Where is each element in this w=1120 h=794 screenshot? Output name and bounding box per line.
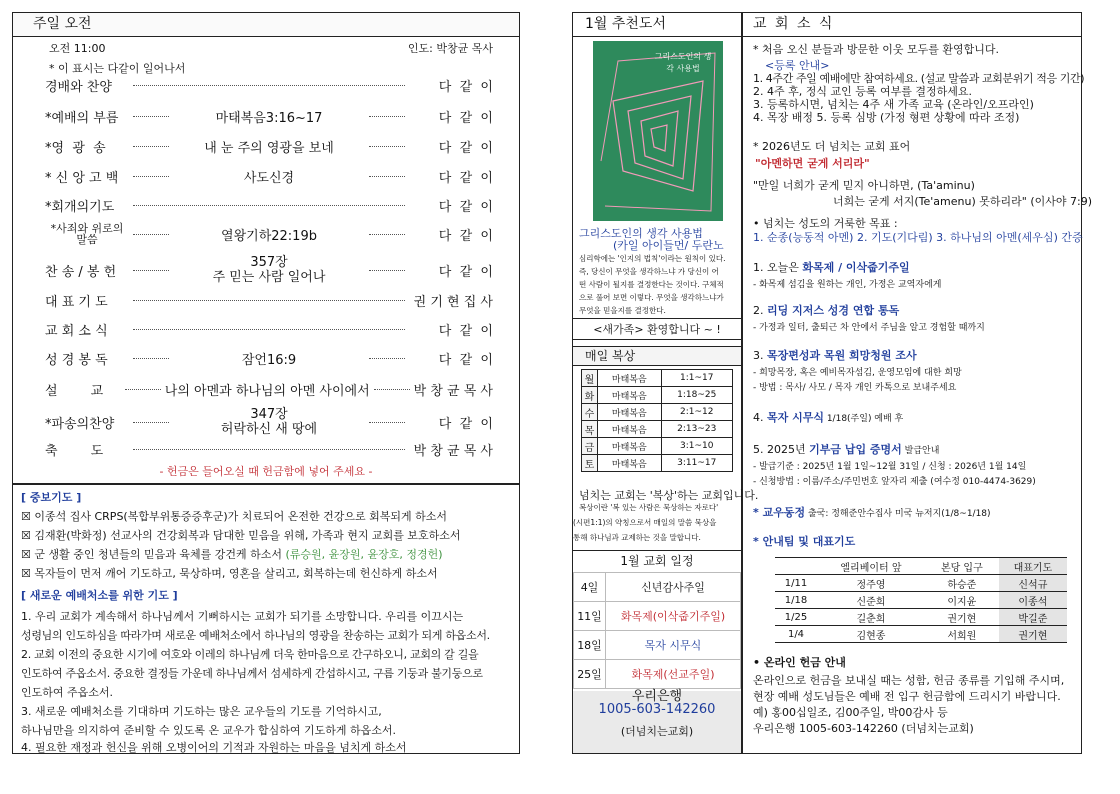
order-label: 설 교 <box>45 383 104 399</box>
place-line: 성령님의 인도하심을 따라가며 새로운 예배처소에서 하나님의 영광을 찬송하는 교회가 되게 하옵소서. <box>21 629 490 642</box>
reg-line: 2. 4주 후, 정식 교인 등록 여부를 결정하세요. <box>753 85 972 98</box>
news-detail: - 가정과 일터, 출퇴근 차 안에서 주님을 알고 경험할 때까지 <box>753 323 985 333</box>
order-label: 찬 송 / 봉 헌 <box>45 264 117 280</box>
worship-order-row <box>45 73 493 97</box>
leader-dots <box>125 389 161 390</box>
order-performer: 박 창 균 목 사 <box>413 443 493 459</box>
book-desc: 심리학에는 '인지의 법칙'이라는 원칙이 있다. <box>579 254 726 263</box>
bank-account: 1005-603-142260 <box>598 702 716 717</box>
news-title: 화목제 / 이삭줍기주일 <box>802 261 910 274</box>
news-number: 4. <box>753 411 767 424</box>
staff-news: * 교우동정 출국: 정해준안수집사 미국 뉴저지(1/8~1/18) <box>753 506 991 519</box>
book-author: (카일 아이들먼/ 두란노 <box>613 239 724 252</box>
leader-dots <box>133 234 169 235</box>
book-title: 그리스도인의 생각 사용법 <box>579 227 703 240</box>
team-row <box>775 609 1067 626</box>
online-line: 우리은행 1005-603-142260 (더넘치는교회) <box>753 722 974 735</box>
book-desc: 으로 풀어 보면 이렇다. 무엇을 생각하느냐가 <box>579 293 724 302</box>
checkbox-icon: ☒ <box>21 529 35 542</box>
middle-panel <box>572 12 759 754</box>
news-detail: - 희망목장, 혹은 예비목자섬김, 운영모임에 대한 희망 <box>753 368 962 378</box>
news-item <box>753 302 985 333</box>
online-line: 현장 예배 성도님들은 예배 전 입구 헌금함에 드리시기 바랍니다. <box>753 690 1061 703</box>
bank-name: 우리은행 <box>631 689 683 704</box>
schedule-date: 4일 <box>574 573 606 602</box>
reading-day: 토 <box>582 455 598 472</box>
team-cell: 서희원 <box>925 626 999 643</box>
motto-title: * 2026년도 더 넘치는 교회 표어 <box>753 140 911 153</box>
team-cell: 1/4 <box>775 626 817 643</box>
reading-day: 금 <box>582 438 598 455</box>
meditation-desc: (시편1:1)의 약칭으로서 매일의 말씀 묵상을 <box>573 518 717 527</box>
news-number: 3. <box>753 349 767 362</box>
reading-row <box>582 455 733 472</box>
worship-order-row <box>45 104 493 128</box>
leader-dots <box>133 270 169 271</box>
order-performer: 다 같 이 <box>438 264 493 280</box>
leader-dots <box>369 116 405 117</box>
reading-verses: 3:1~10 <box>661 438 732 455</box>
news-item <box>753 347 962 393</box>
prayer-item: ☒ 목자들이 먼저 깨어 기도하고, 묵상하며, 영혼을 살리고, 회복하는데 헌신하게 하소서 <box>21 567 438 580</box>
order-content: 347장 허락하신 새 땅에 <box>220 407 318 437</box>
reg-line: 4. 목장 배정 5. 등록 심방 (가정 형편 상황에 따라 조정) <box>753 111 1020 124</box>
leader-dots <box>133 329 405 330</box>
news-detail: - 신청방법 : 이름/주소/주민번호 앞자리 제출 (여수정 010-4474-3629) <box>753 477 1036 487</box>
reading-book: 마태복음 <box>598 438 662 455</box>
team-cell: 박길준 <box>999 609 1067 626</box>
news-suffix: 1/18(주일) 예배 후 <box>823 414 904 424</box>
motto: "아멘하면 굳게 서리라" <box>755 157 870 170</box>
schedule-date: 18일 <box>574 631 606 660</box>
schedule-date: 25일 <box>574 660 606 689</box>
team-cell: 길춘희 <box>817 609 925 626</box>
reading-verses: 2:1~12 <box>661 404 732 421</box>
team-header-cell: 엘리베이터 앞 <box>817 558 925 575</box>
reg-guide: <등록 안내> <box>765 59 830 72</box>
news-number: 5. 2025년 <box>753 443 810 456</box>
team-cell: 하승준 <box>925 575 999 592</box>
team-title: * 안내팀 및 대표기도 <box>753 535 856 548</box>
order-content: 마태복음3:16~17 <box>215 110 323 126</box>
book-cover-image <box>593 41 723 221</box>
leader-dots <box>133 358 169 359</box>
news-header: 교 회 소 식 <box>743 13 1081 37</box>
reading-book: 마태복음 <box>598 455 662 472</box>
book-desc: 즉, 당신이 무엇을 생각하느냐 가 당신이 어 <box>579 267 719 276</box>
news-detail: - 화목제 섬김을 원하는 개인, 가정은 교역자에게 <box>753 280 942 290</box>
news-panel <box>742 12 1092 754</box>
order-performer: 다 같 이 <box>438 170 493 186</box>
news-title: 리딩 지저스 성경 연합 통독 <box>767 304 900 317</box>
order-performer: 다 같 이 <box>438 323 493 339</box>
prayer-item: ☒ 김재환(박화정) 선교사의 건강회복과 담대한 믿음을 위해, 가족과 현지 교회를 보호하소서 <box>21 529 461 542</box>
order-label: 성 경 봉 독 <box>45 352 108 368</box>
team-cell: 신준희 <box>817 592 925 609</box>
order-label: *영 광 송 <box>45 140 106 156</box>
place-line: 인도하여 주옵소서. 중요한 결정들 가운데 하나님께서 섬세하게 간섭하시고, 구름 기둥과 불기둥으로 <box>21 667 483 680</box>
reading-verses: 3:11~17 <box>661 455 732 472</box>
leader-dots <box>369 176 405 177</box>
goal-line: 1. 순종(능동적 아멘) 2. 기도(기다림) 3. 하나님의 아멘(세우심) 간증 <box>753 231 1083 244</box>
team-cell: 1/25 <box>775 609 817 626</box>
news-number: 1. 오늘은 <box>753 261 803 274</box>
schedule-date: 11일 <box>574 602 606 631</box>
order-performer: 다 같 이 <box>438 110 493 126</box>
order-label: 대 표 기 도 <box>45 294 108 310</box>
team-cell: 권기현 <box>999 626 1067 643</box>
bank-holder: (더넘치는교회) <box>620 725 694 738</box>
place-line: 하나님만을 의지하여 준비할 수 있도록 온 교우가 합심하여 기도하게 하옵소서. <box>21 724 396 737</box>
worship-order-row <box>45 346 493 370</box>
order-label: *파송의찬양 <box>45 416 115 432</box>
worship-order-row <box>45 164 493 188</box>
order-performer: 다 같 이 <box>438 79 493 95</box>
reg-line: 1. 4주간 주일 예배에만 참여하세요. (설교 말씀과 교회분위기 적응 기간) <box>753 72 1085 85</box>
leader-dots <box>369 270 405 271</box>
reading-verses: 1:1~17 <box>661 370 732 387</box>
meditation-desc: 통해 하나님과 교제하는 것을 말합니다. <box>573 533 701 542</box>
team-header-cell <box>775 558 817 575</box>
worship-order-row <box>45 193 493 217</box>
worship-order-row <box>45 288 493 312</box>
schedule-event: 화목제(이삭줍기주일) <box>606 602 741 631</box>
schedule-table <box>573 572 741 689</box>
order-content: 나의 아멘과 하나님의 아멘 사이에서 <box>164 383 370 399</box>
news-detail: - 방법 : 목사/ 사모 / 목자 개인 카톡으로 보내주세요 <box>753 383 957 393</box>
order-content: 내 눈 주의 영광을 보네 <box>204 140 334 156</box>
online-line: 온라인으로 헌금을 보내실 때는 성함, 헌금 종류를 기입해 주시며, <box>753 674 1065 687</box>
meditation-title: 매일 복상 <box>573 346 741 366</box>
reading-row <box>582 438 733 455</box>
worship-order-row <box>45 255 493 285</box>
schedule-row <box>574 602 741 631</box>
team-row <box>775 626 1067 643</box>
leader-dots <box>133 205 405 206</box>
leader-dots <box>369 234 405 235</box>
team-row <box>775 575 1067 592</box>
team-row <box>775 592 1067 609</box>
welcome-title: * 처음 오신 분들과 방문한 이웃 모두를 환영합니다. <box>753 43 999 56</box>
leader-dots <box>133 146 169 147</box>
schedule-event: 화목제(선교주일) <box>606 660 741 689</box>
order-label: 교 회 소 식 <box>45 323 108 339</box>
team-cell: 신석규 <box>999 575 1067 592</box>
order-performer: 다 같 이 <box>438 352 493 368</box>
order-performer: 다 같 이 <box>438 228 493 244</box>
news-item <box>753 409 903 425</box>
team-cell: 권기현 <box>925 609 999 626</box>
book-desc: 떤 사람이 될지를 결정한다는 것이다. 구체적 <box>579 280 724 289</box>
reading-row <box>582 404 733 421</box>
place-line: 2. 교회 이전의 중요한 시기에 여호와 이레의 하나님께 더욱 한마음으로 간구하오니, 교회의 갈 길을 <box>21 648 479 661</box>
order-label: 축 도 <box>45 443 104 459</box>
order-label: * 신 앙 고 백 <box>45 170 119 186</box>
schedule-event: 목자 시무식 <box>606 631 741 660</box>
online-title: • 온라인 헌금 안내 <box>753 656 846 669</box>
reading-row <box>582 370 733 387</box>
meditation-desc: 넘치는 교회는 '복상'하는 교회입니다. <box>579 489 759 502</box>
news-number: 2. <box>753 304 767 317</box>
leader-dots <box>369 358 405 359</box>
news-detail: - 발급기준 : 2025년 1월 1일~12월 31일 / 신청 : 2026년 1월 14일 <box>753 462 1027 472</box>
news-title: 기부금 납입 증명서 <box>809 443 902 456</box>
news-title: 목장편성과 목원 희망청원 조사 <box>767 349 917 362</box>
reading-verses: 1:18~25 <box>661 387 732 404</box>
meditation-desc: 복상이란 '복 있는 사람은 묵상하는 자로다' <box>579 503 719 512</box>
order-performer: 권 기 현 집 사 <box>413 294 493 310</box>
leader-dots <box>133 300 405 301</box>
worship-order-panel <box>12 12 520 484</box>
prayer-item: ☒ 군 생활 중인 청년들의 믿음과 육체를 강건케 하소서 (류승원, 윤장원, 윤장호, 정경헌) <box>21 548 443 561</box>
reading-day: 화 <box>582 387 598 404</box>
book-header: 1월 추천도서 <box>573 13 741 37</box>
reading-book: 마태복음 <box>598 387 662 404</box>
leader-dots <box>374 389 410 390</box>
leader-dots <box>133 85 405 86</box>
team-cell: 이지윤 <box>925 592 999 609</box>
news-item <box>753 259 941 290</box>
reading-row <box>582 387 733 404</box>
place-line: 4. 필요한 재정과 헌신을 위해 오병이어의 기적과 자원하는 마음을 넘치게 하소서 <box>21 741 407 754</box>
book-cover-title: 그리스도인의 생각 사용법 <box>654 52 712 73</box>
order-content: 357장 주 믿는 사람 일어나 <box>212 255 326 285</box>
worship-order-row <box>45 317 493 341</box>
worship-order-row <box>45 407 493 437</box>
worship-leader: 인도: 박창균 목사 <box>407 42 493 55</box>
reading-day: 목 <box>582 421 598 438</box>
schedule-row <box>574 631 741 660</box>
welcome-banner: <새가족> 환영합니다 ~ ! <box>573 318 741 340</box>
order-content: 열왕기하22:19b <box>221 228 317 244</box>
book-desc: 무엇을 믿을지를 결정한다. <box>579 306 666 315</box>
team-cell: 이종석 <box>999 592 1067 609</box>
order-performer: 다 같 이 <box>438 199 493 215</box>
place-line: 3. 새로운 예배처소를 기대하며 기도하는 많은 교우들의 기도를 기억하시고, <box>21 705 382 718</box>
order-content: 잠언16:9 <box>241 352 297 368</box>
reading-book: 마태복음 <box>598 404 662 421</box>
bank-area <box>573 691 741 753</box>
leader-dots <box>369 146 405 147</box>
place-line: 인도하여 주옵소서. <box>21 686 114 699</box>
news-item <box>753 441 1036 487</box>
news-suffix: 발급안내 <box>901 446 940 456</box>
reading-verses: 2:13~23 <box>661 421 732 438</box>
worship-header: 주일 오전 <box>13 13 519 37</box>
leader-dots <box>133 176 169 177</box>
schedule-row <box>574 573 741 602</box>
reading-day: 월 <box>582 370 598 387</box>
team-cell: 1/18 <box>775 592 817 609</box>
reading-book: 마태복음 <box>598 421 662 438</box>
worship-order-row <box>45 437 493 461</box>
checkbox-icon: ☒ <box>21 510 35 523</box>
order-performer: 박 창 균 목 사 <box>413 383 493 399</box>
leader-dots <box>133 422 169 423</box>
online-line: 예) 홍00십일조, 김00주일, 박00감사 등 <box>753 706 948 719</box>
team-header-cell: 본당 입구 <box>925 558 999 575</box>
worship-order-row <box>45 377 493 401</box>
motto-verse: 너희는 굳게 서지(Te'amenu) 못하리라" (이사야 7:9) <box>833 195 1092 208</box>
reading-book: 마태복음 <box>598 370 662 387</box>
reading-table <box>581 369 733 472</box>
worship-order-row <box>45 134 493 158</box>
worship-time: 오전 11:00 <box>49 42 106 55</box>
leader-dots <box>133 116 169 117</box>
news-title: 목자 시무식 <box>767 411 824 424</box>
offering-note: - 헌금은 들어오실 때 헌금함에 넣어 주세요 - <box>159 465 373 478</box>
leader-dots <box>369 422 405 423</box>
team-cell: 정주영 <box>817 575 925 592</box>
goal-title: • 넘치는 성도의 거룩한 목표 : <box>753 217 898 230</box>
reading-row <box>582 421 733 438</box>
checkbox-icon: ☒ <box>21 548 35 561</box>
checkbox-icon: ☒ <box>21 567 35 580</box>
motto-verse: "만일 너희가 굳게 믿지 아니하면, (Ta'aminu) <box>753 179 975 192</box>
order-label: *회개의기도 <box>45 199 115 215</box>
standing-note: * 이 표시는 다같이 일어나서 <box>49 62 186 75</box>
order-performer: 다 같 이 <box>438 140 493 156</box>
place-title: [ 새로운 예배처소를 위한 기도 ] <box>21 589 178 602</box>
schedule-title: 1월 교회 일정 <box>573 550 741 572</box>
team-table <box>775 557 1067 643</box>
reg-line: 3. 등록하시면, 넘치는 4주 새 가족 교육 (온라인/오프라인) <box>753 98 1034 111</box>
team-cell: 김현종 <box>817 626 925 643</box>
order-label: 경배와 찬양 <box>45 79 112 95</box>
team-header-row <box>775 558 1067 575</box>
leader-dots <box>133 449 405 450</box>
schedule-event: 신년감사주일 <box>606 573 741 602</box>
team-header-cell: 대표기도 <box>999 558 1067 575</box>
order-label: *예배의 부름 <box>45 110 119 126</box>
team-cell: 1/11 <box>775 575 817 592</box>
order-performer: 다 같 이 <box>438 416 493 432</box>
prayer-panel <box>12 484 520 754</box>
prayer-item: ☒ 이종석 집사 CRPS(복합부위통증증후군)가 치료되어 온전한 건강으로 회복되게 하소서 <box>21 510 448 523</box>
prayer-title: [ 중보기도 ] <box>21 491 82 504</box>
order-content: 사도신경 <box>243 170 295 186</box>
place-line: 1. 우리 교회가 계속해서 하나님께서 기뻐하시는 교회가 되기를 소망합니다. 우리를 이끄시는 <box>21 610 464 623</box>
order-label: *사죄와 위로의 말씀 <box>50 222 124 246</box>
reading-day: 수 <box>582 404 598 421</box>
worship-order-row <box>45 222 493 246</box>
